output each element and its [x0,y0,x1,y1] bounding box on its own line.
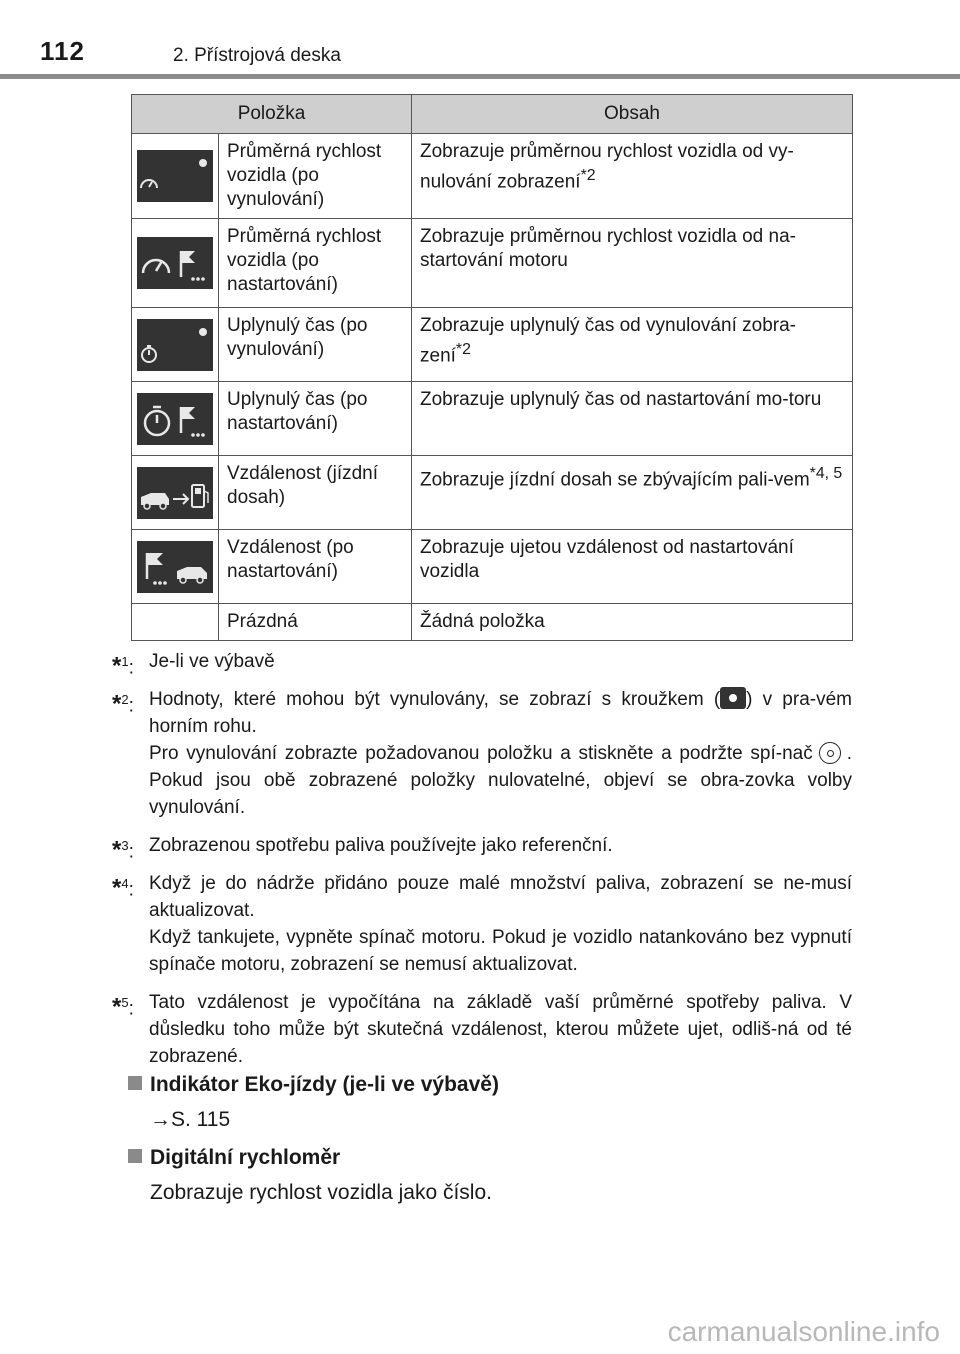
item-content: Žádná položka [412,604,853,641]
col-header-content: Obsah [412,95,853,134]
footnote-ref: *2 [580,167,596,184]
footnote-ref: *2 [455,341,471,358]
table-header-row [132,95,853,134]
reset-ring-icon [720,687,746,709]
item-content: Zobrazuje průměrnou rychlost vozidla od vy-nulování zobrazení$^{*2}$ [412,134,853,219]
section-body: Zobrazuje rychlost vozidla jako číslo. [150,1181,492,1204]
square-bullet-icon [128,1076,142,1090]
footnote-1: *$^1$: Je-li ve výbavě [112,651,275,680]
chapter-title: 2. Přístrojová deska [173,45,341,66]
item-content: Zobrazuje průměrnou rychlost vozidla od na-startování motoru [412,219,853,308]
col-header-item: Položka [132,95,412,134]
item-name: Vzdálenost (po nastartování) [219,530,412,604]
table-row [132,604,853,641]
car-fuel-icon [137,467,213,519]
section-eco-drive [128,1073,868,1132]
item-name: Prázdná [219,604,412,641]
arrow-right-icon: → [150,1108,171,1131]
table-row [132,219,853,308]
speedometer-reset-icon [137,150,213,202]
item-name: Uplynulý čas (po nastartování) [219,382,412,456]
item-name: Vzdálenost (jízdní dosah) [219,456,412,530]
item-content: Zobrazuje jízdní dosah se zbývajícím pali-vem$^{*4, 5}$ [412,456,853,530]
item-name: Průměrná rychlost vozidla (po vynulování) [219,134,412,219]
meter-switch-icon [819,742,841,764]
watermark: carmanualsonline.info [667,1316,940,1347]
item-content: Zobrazuje ujetou vzdálenost od nastartování vozidla [412,530,853,604]
section-title: Indikátor Eko-jízdy (je-li ve výbavě) [150,1073,499,1096]
footnote-5: *$^5$: Tato vzdálenost je vypočítána na základě vaší průměrné spotřeby paliva. V důsledku toho může být skutečná vzdálenost, kterou můžete ujet, odliš-ná od té zobrazené. [112,992,852,1067]
table-row [132,134,853,219]
items-table [131,94,853,641]
page-header [0,0,960,80]
footnote-ref: *4, 5 [809,465,843,482]
table-row [132,308,853,382]
table-row [132,382,853,456]
page-reference-link[interactable]: →S. 115 [150,1108,231,1131]
footnote-4: *$^4$: Když je do nádrže přidáno pouze malé množství paliva, zobrazení se ne-musí aktualizovat. Když tankujete, vypněte spínač motoru. Pokud je vozidlo natankováno bez vypnutí spínače motoru, zobrazení se nemusí aktualizovat. [112,873,852,975]
table-row [132,456,853,530]
section-title: Digitální rychloměr [150,1146,341,1169]
flag-car-icon [137,541,213,593]
item-content: Zobrazuje uplynulý čas od vynulování zobra-zení$^{*2}$ [412,308,853,382]
table-row [132,530,853,604]
speedometer-flag-icon [137,237,213,289]
section-digital-speedometer [128,1146,868,1205]
header-rule [0,74,960,79]
footnotes [112,648,852,1081]
stopwatch-flag-icon [137,393,213,445]
footnote-3: *$^3$: Zobrazenou spotřebu paliva používejte jako referenční. [112,835,613,864]
item-name: Uplynulý čas (po vynulování) [219,308,412,382]
footnote-2: *$^2$: Hodnoty, které mohou být vynulovány, se zobrazí s kroužkem ( ) v pra-vém horním rohu. Pro vynulování zobrazte požadovanou položku a stiskněte a podržte spí-nač . Pokud jsou obě zobrazené položky nulovatelné, objeví se obra-zovka volby vynulování. [112,689,852,818]
square-bullet-icon [128,1149,142,1163]
stopwatch-reset-icon [137,319,213,371]
item-name: Průměrná rychlost vozidla (po nastartování) [219,219,412,308]
page-number: 112 [40,36,85,66]
item-content: Zobrazuje uplynulý čas od nastartování mo-toru [412,382,853,456]
